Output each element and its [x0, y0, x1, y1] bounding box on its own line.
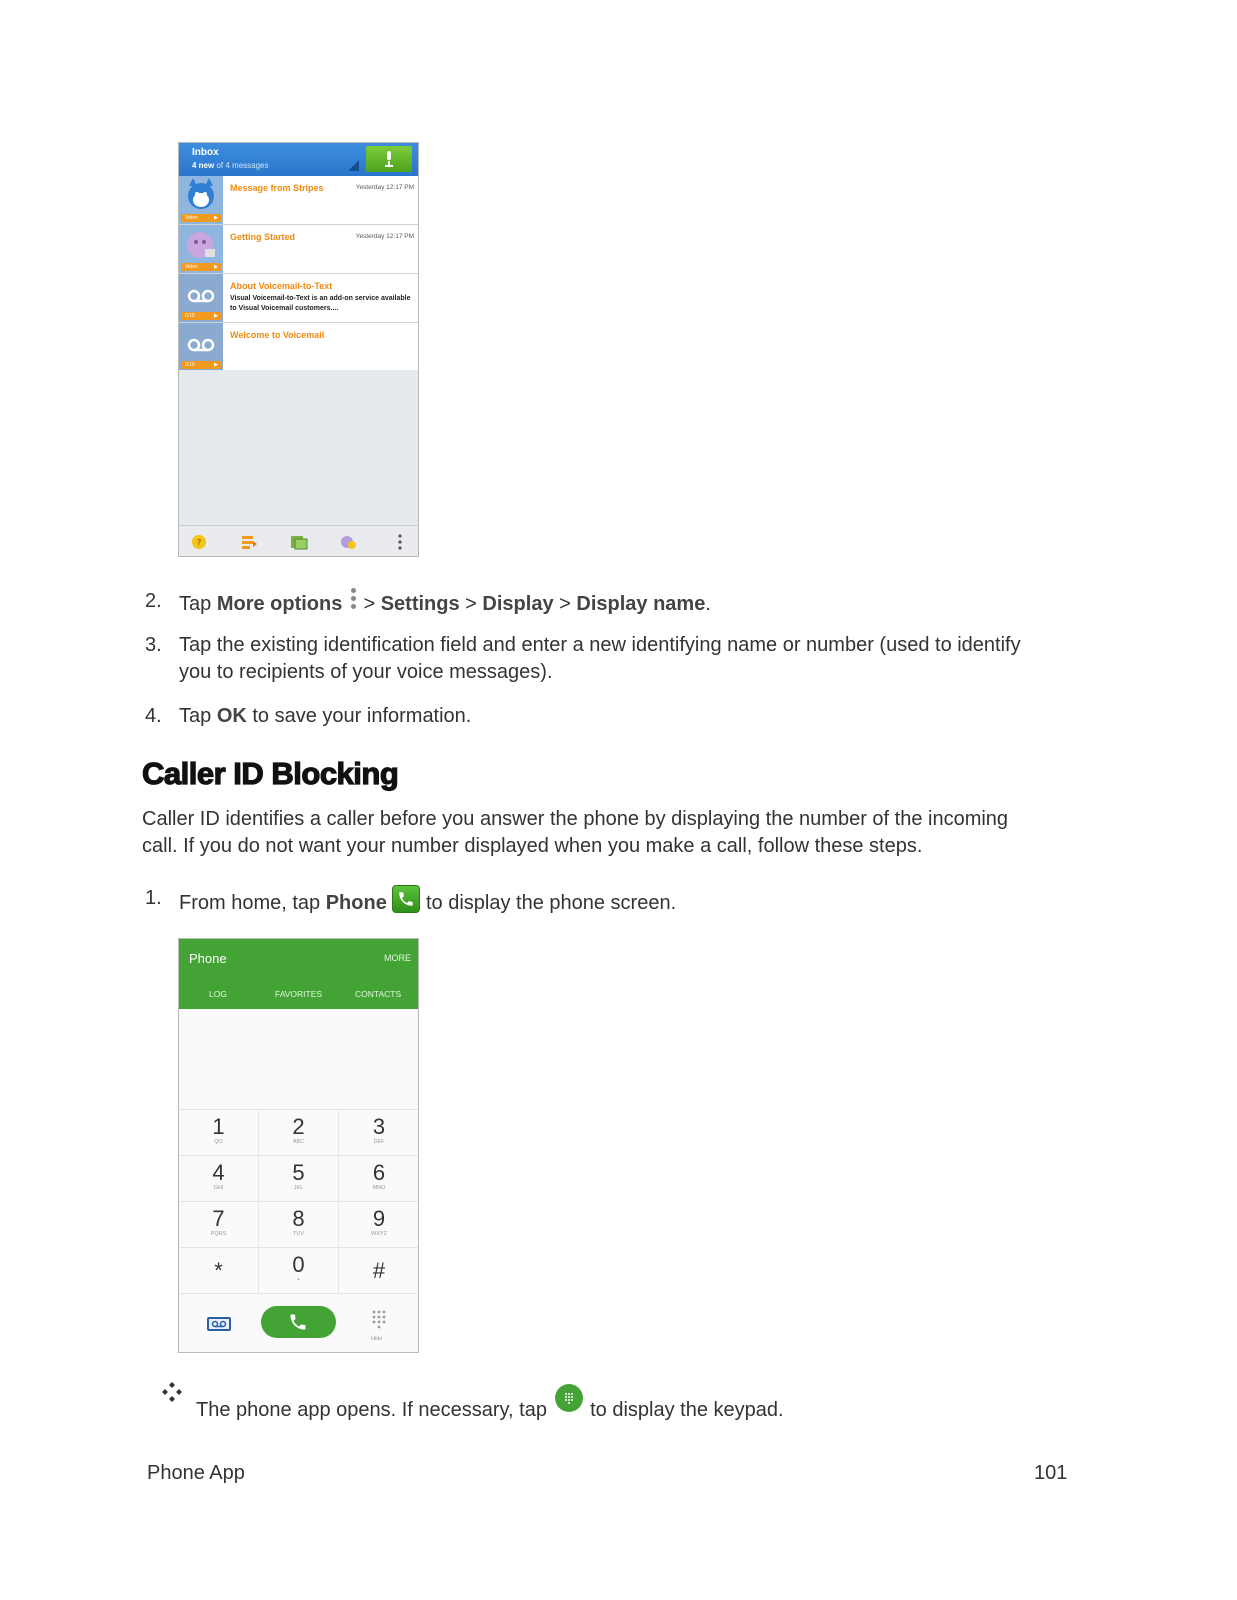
phone-icon: [288, 1312, 308, 1332]
more-button[interactable]: MORE: [384, 953, 411, 963]
message-subject: About Voicemail-to-Text: [230, 281, 333, 291]
key-2[interactable]: 2 ABC: [259, 1110, 339, 1156]
voicemail-button[interactable]: [207, 1317, 231, 1331]
inbox-title: Inbox: [192, 147, 219, 158]
section-paragraph: Caller ID identifies a caller before you answer the phone by displaying the number of the incoming call. If you do not want your number displayed when you make a call, follow these steps.: [142, 808, 1009, 857]
keypad-button-icon: [555, 1384, 583, 1412]
section-heading: Caller ID Blocking: [142, 756, 399, 791]
voicemail-row[interactable]: [179, 323, 418, 372]
message-subject: Welcome to Voicemail: [230, 330, 325, 340]
message-preview: Visual Voicemail-to-Text is an add-on service available to Visual Voicemail customers....: [230, 295, 411, 312]
phone-dialer-screenshot: [178, 938, 419, 1353]
number-display: [179, 1009, 418, 1109]
voicemail-thumb: [179, 274, 223, 322]
key-5[interactable]: 5 JKL: [259, 1156, 339, 1202]
help-icon[interactable]: [190, 534, 208, 550]
dial-keypad: [179, 1109, 418, 1294]
contacts-settings-icon[interactable]: [339, 534, 357, 550]
voicemail-row[interactable]: [179, 225, 418, 274]
duration-badge: 0:15 ▶: [181, 312, 221, 320]
message-time: Yesterday 12:17 PM: [355, 184, 414, 191]
voicemail-inbox-screenshot: [178, 142, 419, 557]
message-time: Yesterday 12:17 PM: [355, 233, 414, 240]
key-0[interactable]: 0 +: [259, 1248, 339, 1294]
dialer-actions: [179, 1294, 418, 1352]
more-options-icon: [348, 588, 358, 614]
more-options-icon[interactable]: [391, 534, 409, 550]
bullet-note: The phone app opens. If necessary, tap to display the keypad.: [196, 1384, 784, 1424]
tab-contacts[interactable]: CONTACTS: [355, 989, 402, 999]
voicemail-icon: [209, 1319, 229, 1329]
key-8[interactable]: 8 TUV: [259, 1202, 339, 1248]
record-button[interactable]: [366, 146, 412, 172]
keypad-icon[interactable]: [372, 1310, 386, 1334]
message-subject: Message from Stripes: [230, 183, 324, 193]
key-9[interactable]: 9 WXYZ: [339, 1202, 419, 1248]
message-subject: Getting Started: [230, 232, 296, 242]
video-badge: Video ▶: [181, 263, 221, 271]
compose-icon[interactable]: [240, 534, 258, 550]
key-4[interactable]: 4 GHI: [179, 1156, 259, 1202]
voicemail-icon: [179, 323, 223, 361]
message-count: 4 new of 4 messages: [192, 161, 269, 170]
key-6[interactable]: 6 MNO: [339, 1156, 419, 1202]
header-corner-decoration: [348, 160, 359, 171]
voicemail-row[interactable]: [179, 176, 418, 225]
key-star[interactable]: *: [179, 1248, 259, 1294]
call-button[interactable]: [261, 1306, 336, 1338]
tab-log[interactable]: LOG: [209, 989, 227, 999]
video-badge: Video ▶: [181, 214, 221, 222]
voicemail-header: [179, 143, 418, 176]
voicemail-icon: [179, 274, 223, 312]
voicemail-toolbar: [179, 525, 418, 557]
voicemail-row[interactable]: [179, 274, 418, 323]
tab-favorites[interactable]: FAVORITES: [275, 989, 323, 999]
key-3[interactable]: 3 DEF: [339, 1110, 419, 1156]
key-pound[interactable]: #: [339, 1248, 419, 1294]
dialer-title: Phone: [189, 951, 227, 966]
voicemail-thumb: [179, 323, 223, 371]
phone-app-icon: [392, 885, 420, 913]
dialer-header: [179, 939, 418, 1009]
call-log-icon[interactable]: [290, 534, 308, 550]
microphone-icon: [383, 151, 395, 167]
page-number: 101: [1034, 1462, 1068, 1484]
hide-label: Hide: [371, 1336, 383, 1342]
footer-section-name: Phone App: [147, 1462, 245, 1484]
key-1[interactable]: 1 QO: [179, 1110, 259, 1156]
inbox-empty-area: [179, 370, 418, 525]
key-7[interactable]: 7 PQRS: [179, 1202, 259, 1248]
duration-badge: 0:15 ▶: [181, 361, 221, 369]
cat-avatar: [179, 176, 223, 224]
character-avatar: [179, 225, 223, 273]
bullet-diamond-icon: [160, 1380, 184, 1404]
svg-text:?: ?: [196, 538, 202, 549]
